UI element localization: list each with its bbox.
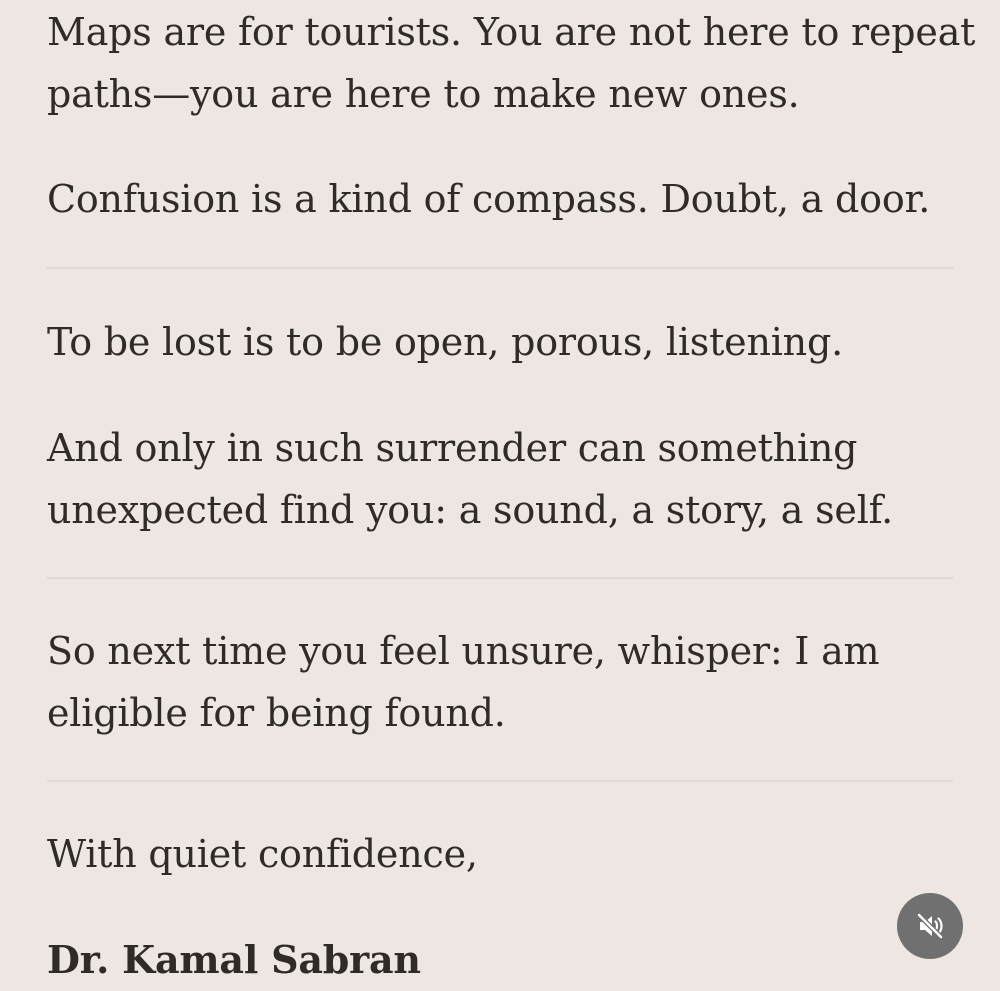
paragraph-line: Confusion is a kind of compass. Doubt, a door. — [47, 177, 931, 221]
paragraph-line: unexpected find you: a sound, a story, a self. — [47, 488, 894, 532]
paragraph-lost — [47, 311, 843, 373]
divider — [47, 267, 953, 269]
signature: Dr. Kamal Sabran — [47, 937, 421, 982]
paragraph-line: To be lost is to be open, porous, listening. — [47, 320, 843, 364]
paragraph-closing — [47, 823, 478, 885]
divider — [47, 577, 953, 579]
paragraph-line: With quiet confidence, — [47, 832, 478, 876]
paragraph-surrender — [47, 417, 893, 541]
paragraph-confusion — [47, 168, 930, 230]
divider — [47, 780, 953, 782]
paragraph-line: Maps are for tourists. You are not here to repeat — [47, 10, 976, 54]
paragraph-line: And only in such surrender can something — [47, 426, 858, 470]
speaker-muted-icon — [914, 910, 946, 942]
paragraph-line: So next time you feel unsure, whisper: I am — [47, 629, 880, 673]
paragraph-line: paths—you are here to make new ones. — [47, 72, 800, 116]
paragraph-maps — [47, 1, 975, 125]
paragraph-whisper — [47, 620, 879, 744]
mute-toggle-button[interactable] — [897, 893, 963, 959]
paragraph-line: eligible for being found. — [47, 691, 506, 735]
